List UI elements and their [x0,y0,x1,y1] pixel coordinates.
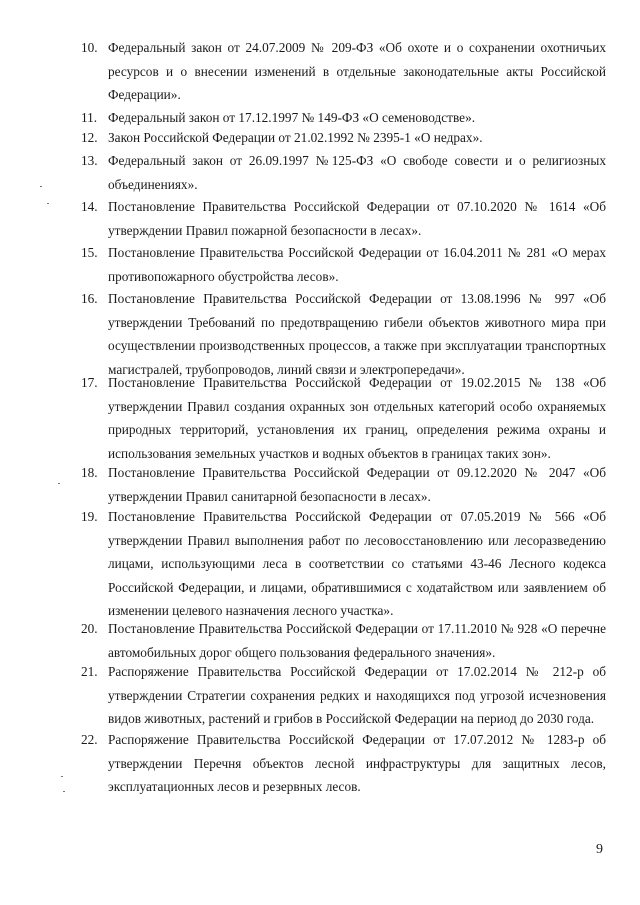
item-text: Постановление Правительства Российской Федерации от 07.10.2020 № 1614 «Об утверждении Правил пожарной безопасности в лесах». [108,199,606,238]
item-text: Постановление Правительства Российской Федерации от 16.04.2011 № 281 «О мерах противопожарного обустройства лесов». [108,245,606,284]
list-item [81,728,606,799]
item-number: 14. [81,199,98,214]
item-text: Распоряжение Правительства Российской Федерации от 17.07.2012 № 1283-р об утверждении Перечня объектов лесной инфраструктуры для защитных лесов, эксплуатационных лесов и резервных лесов. [108,732,606,794]
item-number: 16. [81,291,98,306]
item-number: 22. [81,732,98,747]
list-item [81,36,606,107]
list-item [81,241,606,288]
list-item [81,195,606,242]
list-item [81,617,606,664]
item-number: 18. [81,465,98,480]
item-text: Постановление Правительства Российской Федерации от 19.02.2015 № 138 «Об утверждении Правил создания охранных зон отдельных категорий особо охраняемых природных территорий, установления их границ, определения режима охраны и использования земельных участков и водных объектов в границах таких зон». [108,375,606,461]
item-number: 10. [81,40,98,55]
list-item [81,371,606,465]
item-number: 13. [81,153,98,168]
item-number: 17. [81,375,98,390]
item-text: Постановление Правительства Российской Федерации от 13.08.1996 № 997 «Об утверждении Требований по предотвращению гибели объектов животного мира при осуществлении производственных процессов, а также при эксплуатации транспортных магистралей, трубопроводов, линий связи и электропередачи». [108,291,606,377]
item-number: 21. [81,664,98,679]
scan-speck [61,776,63,777]
page-number: 9 [596,842,603,857]
list-item [81,461,606,508]
scan-speck [40,186,42,187]
item-text: Распоряжение Правительства Российской Федерации от 17.02.2014 № 212-р об утверждении Стратегии сохранения редких и находящихся под угрозой исчезновения видов животных, растений и грибов в Российской Федерации на период до 2030 года. [108,664,606,726]
item-text: Федеральный закон от 17.12.1997 № 149-ФЗ «О семеноводстве». [108,110,476,125]
scan-speck [47,203,49,204]
item-text: Постановление Правительства Российской Федерации от 17.11.2010 № 928 «О перечне автомобильных дорог общего пользования федерального значения». [108,621,606,660]
item-number: 12. [81,130,98,145]
list-item [81,149,606,196]
item-number: 19. [81,509,98,524]
item-number: 15. [81,245,98,260]
list-item [81,505,606,623]
scan-speck [63,791,65,792]
item-number: 20. [81,621,98,636]
list-item [81,126,606,150]
list-item [81,287,606,381]
item-number: 11. [81,110,98,125]
scan-speck [58,483,60,484]
item-text: Федеральный закон от 24.07.2009 № 209-ФЗ «Об охоте и о сохранении охотничьих ресурсов и о внесении изменений в отдельные законодательные акты Российской Федерации». [108,40,606,102]
item-text: Постановление Правительства Российской Федерации от 07.05.2019 № 566 «Об утверждении Правил выполнения работ по лесовосстановлению или лесоразведению лицами, использующими леса в соответствии со статьями 43-46 Лесного кодекса Российской Федерации, и лицами, обратившимися с ходатайством или заявлением об изменении целевого назначения лесного участка». [108,509,606,618]
list-item [81,660,606,731]
item-text: Постановление Правительства Российской Федерации от 09.12.2020 № 2047 «Об утверждении Правил санитарной безопасности в лесах». [108,465,606,504]
item-text: Федеральный закон от 26.09.1997 №125-ФЗ «О свободе совести и о религиозных объединениях». [108,153,606,192]
item-text: Закон Российской Федерации от 21.02.1992 № 2395-1 «О недрах». [108,130,483,145]
